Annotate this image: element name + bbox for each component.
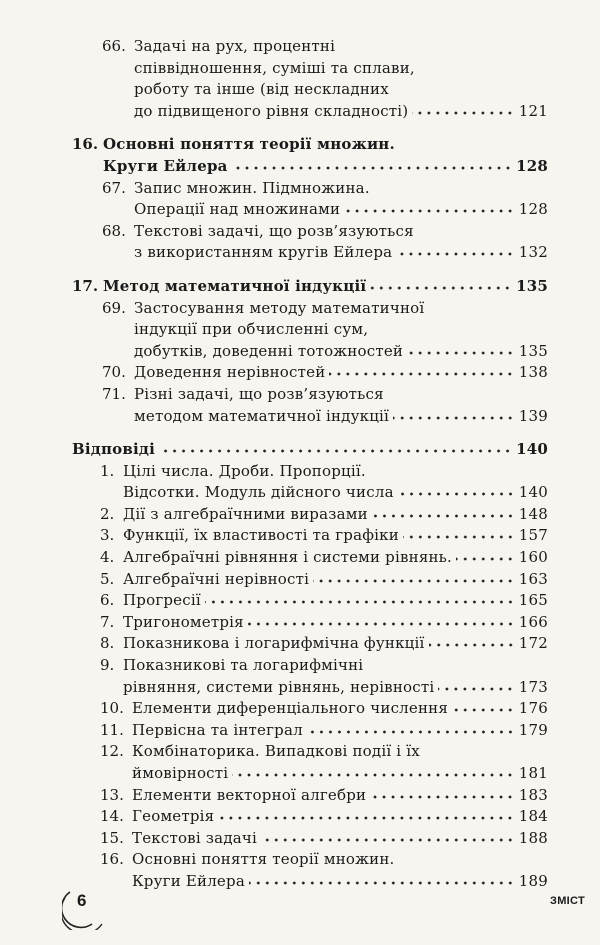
page-ref: 166 xyxy=(518,612,548,631)
entry-title: Функції, їх властивості та графіки xyxy=(123,526,399,545)
toc-entry[interactable] xyxy=(0,362,600,384)
dot-leader xyxy=(232,772,515,778)
entry-title: з використанням кругів Ейлера xyxy=(134,243,393,262)
page-ref: 173 xyxy=(518,677,548,696)
entry-line xyxy=(123,547,548,569)
entry-title: рівняння, системи рівнянь, нерівності xyxy=(123,677,435,696)
entry-line xyxy=(134,242,548,264)
toc-entry[interactable] xyxy=(0,741,600,784)
page-ref: 148 xyxy=(518,504,548,523)
entry-title: Круги Ейлера xyxy=(132,871,245,890)
entry-line xyxy=(123,504,548,526)
toc-entry[interactable] xyxy=(0,785,600,807)
page-ref: 183 xyxy=(518,785,548,804)
entry-number: 7. xyxy=(100,612,115,631)
dot-leader xyxy=(438,686,514,692)
table-of-contents xyxy=(0,36,600,893)
entry-line xyxy=(123,612,548,634)
entry-line xyxy=(134,298,548,320)
page-ref: 140 xyxy=(516,440,548,459)
entry-number: 12. xyxy=(100,742,124,761)
page-ref: 160 xyxy=(518,548,548,567)
dot-leader xyxy=(159,448,512,454)
entry-title: Основні поняття теорії множин. xyxy=(132,850,395,869)
toc-entry[interactable] xyxy=(0,504,600,526)
entry-line xyxy=(123,482,548,504)
entry-line xyxy=(123,590,548,612)
entry-number: 68. xyxy=(102,221,126,240)
page-ref: 140 xyxy=(518,483,548,502)
entry-title: ймовірності xyxy=(132,764,229,782)
entry-title: добутків, доведенні тотожностей xyxy=(134,341,404,360)
toc-entry[interactable] xyxy=(0,276,600,298)
entry-title: Текстові задачі xyxy=(132,828,258,847)
entry-line xyxy=(103,156,548,178)
entry-line xyxy=(134,178,548,200)
entry-title: Показникові та логарифмічні xyxy=(123,656,364,675)
toc-entry[interactable] xyxy=(0,655,600,698)
entry-line xyxy=(134,221,548,243)
toc-entry[interactable] xyxy=(0,439,600,461)
toc-entry[interactable] xyxy=(0,221,600,264)
entry-line xyxy=(134,362,548,384)
entry-line xyxy=(134,199,548,221)
dot-leader xyxy=(261,837,515,843)
dot-leader xyxy=(429,642,515,648)
entry-title: Доведення нерівностей xyxy=(134,363,326,382)
toc-entry[interactable] xyxy=(0,384,600,427)
entry-line xyxy=(132,871,548,893)
entry-title: методом математичної індукції xyxy=(134,406,390,425)
entry-line xyxy=(123,461,548,483)
dot-leader xyxy=(329,371,514,377)
page-ref: 128 xyxy=(518,200,548,219)
entry-line xyxy=(134,36,548,58)
entry-line xyxy=(132,698,548,720)
entry-line xyxy=(134,101,548,123)
entry-line xyxy=(123,677,548,699)
entry-line xyxy=(134,406,548,428)
entry-number: 10. xyxy=(100,699,124,718)
entry-title: Відсотки. Модуль дійсного числа xyxy=(123,483,394,502)
toc-entry[interactable] xyxy=(0,569,600,591)
toc-entry[interactable] xyxy=(0,828,600,850)
page-number: 6 xyxy=(77,891,87,910)
entry-title: Елементи диференціального числення xyxy=(132,699,449,718)
entry-line xyxy=(132,720,548,742)
entry-number: 15. xyxy=(100,828,124,847)
toc-entry[interactable] xyxy=(0,633,600,655)
group-spacer xyxy=(0,427,600,439)
toc-entry[interactable] xyxy=(0,298,600,363)
entry-title: до підвищеного рівня складності) xyxy=(134,101,409,120)
entry-number: 9. xyxy=(100,656,115,675)
entry-line xyxy=(134,79,548,101)
entry-number: 2. xyxy=(100,504,115,523)
dot-leader xyxy=(372,513,515,519)
entry-number: 67. xyxy=(102,178,126,197)
dot-leader xyxy=(412,110,514,116)
entry-number: 4. xyxy=(100,548,115,567)
dot-leader xyxy=(393,415,515,421)
entry-number: 69. xyxy=(102,298,126,317)
toc-entry[interactable] xyxy=(0,612,600,634)
entry-line xyxy=(134,384,548,406)
toc-entry[interactable] xyxy=(0,720,600,742)
entry-line xyxy=(132,806,548,828)
page-ref: 189 xyxy=(518,871,548,890)
dot-leader xyxy=(232,165,513,171)
entry-line xyxy=(132,785,548,807)
entry-line xyxy=(134,58,548,80)
group-spacer xyxy=(0,264,600,276)
dot-leader xyxy=(248,621,515,627)
dot-leader xyxy=(398,491,515,497)
toc-entry[interactable] xyxy=(0,590,600,612)
entry-title: Алгебраїчні рівняння і системи рівнянь. xyxy=(123,548,453,567)
toc-entry[interactable] xyxy=(0,178,600,221)
entry-title: Текстові задачі, що розв’язуються xyxy=(134,221,414,240)
toc-entry[interactable] xyxy=(0,806,600,828)
entry-title: Операції над множинами xyxy=(134,200,341,219)
toc-entry[interactable] xyxy=(0,461,600,504)
page-ref: 188 xyxy=(518,828,548,847)
page-ref: 172 xyxy=(518,634,548,653)
page-ref: 157 xyxy=(518,526,548,545)
entry-number: 13. xyxy=(100,785,124,804)
entry-title: індукції при обчисленні сум, xyxy=(134,320,369,339)
entry-title: Дії з алгебраїчними виразами xyxy=(123,504,368,523)
page-ref: 139 xyxy=(518,406,548,425)
page-ref: 128 xyxy=(516,156,548,175)
dot-leader xyxy=(344,208,515,214)
entry-line xyxy=(103,134,548,156)
entry-title: Запис множин. Підмножина. xyxy=(134,178,370,197)
page-ref: 135 xyxy=(518,341,548,360)
entry-line xyxy=(123,525,548,547)
entry-line xyxy=(132,828,548,850)
entry-title: Елементи векторної алгебри xyxy=(132,785,367,804)
entry-title: Первісна та інтеграл xyxy=(132,720,303,739)
entry-number: 14. xyxy=(100,807,124,826)
entry-title: Основні поняття теорії множин. xyxy=(103,135,395,154)
page-ref: 132 xyxy=(518,243,548,262)
page-ref: 138 xyxy=(518,363,548,382)
dot-leader xyxy=(370,285,512,291)
entry-line xyxy=(103,276,548,298)
page-ref: 176 xyxy=(518,699,548,718)
dot-leader xyxy=(205,599,515,605)
entry-number: 16. xyxy=(72,135,99,154)
entry-title: співвідношення, суміші та сплави, xyxy=(134,58,415,77)
toc-entry[interactable] xyxy=(0,36,600,122)
entry-title: Алгебраїчні нерівності xyxy=(123,569,310,588)
toc-entry[interactable] xyxy=(0,134,600,177)
entry-title: Різні задачі, що розв’язуються xyxy=(134,384,384,403)
entry-line xyxy=(123,655,548,677)
dot-leader xyxy=(370,794,515,800)
page-ref: 165 xyxy=(518,591,548,610)
group-spacer xyxy=(0,122,600,134)
entry-number: 71. xyxy=(102,384,126,403)
entry-title: Метод математичної індукції xyxy=(103,276,367,295)
entry-title: Прогресії xyxy=(123,591,201,610)
entry-line xyxy=(132,849,548,871)
running-title: ЗМІСТ xyxy=(550,895,585,907)
page-ref: 135 xyxy=(516,276,548,295)
page-ref: 184 xyxy=(518,807,548,826)
page-ref: 163 xyxy=(518,569,548,588)
dot-leader xyxy=(307,729,515,735)
dot-leader xyxy=(452,707,515,713)
entry-number: 70. xyxy=(102,363,126,382)
dot-leader xyxy=(313,578,515,584)
entry-number: 16. xyxy=(100,850,124,869)
entry-number: 8. xyxy=(100,634,115,653)
entry-number: 6. xyxy=(100,591,115,610)
toc-entry[interactable] xyxy=(0,525,600,547)
entry-title: Показникова і логарифмічна функції xyxy=(123,634,425,653)
entry-number: 3. xyxy=(100,526,115,545)
entry-title: Відповіді xyxy=(72,440,155,459)
entry-number: 1. xyxy=(100,461,115,480)
entry-number: 17. xyxy=(72,276,99,295)
dot-leader xyxy=(249,880,515,886)
entry-number: 11. xyxy=(100,720,124,739)
entry-title: роботу та інше (від нескладних xyxy=(134,80,389,99)
entry-line xyxy=(123,633,548,655)
entry-title: Тригонометрія xyxy=(123,612,244,631)
page-ref: 181 xyxy=(518,764,548,782)
dot-leader xyxy=(396,251,514,257)
entry-title: Круги Ейлера xyxy=(103,156,228,175)
toc-entry[interactable] xyxy=(0,698,600,720)
entry-number: 66. xyxy=(102,37,126,55)
dot-leader xyxy=(218,815,514,821)
entry-line xyxy=(134,319,548,341)
dot-leader xyxy=(403,534,515,540)
dot-leader xyxy=(456,556,515,562)
toc-entry[interactable] xyxy=(0,547,600,569)
entry-title: Цілі числа. Дроби. Пропорції. xyxy=(123,461,366,480)
entry-title: Комбінаторика. Випадкові події і їх xyxy=(132,742,420,761)
entry-title: Геометрія xyxy=(132,807,215,826)
entry-title: Задачі на рух, процентні xyxy=(134,37,336,55)
page-ref: 121 xyxy=(518,101,548,120)
dot-leader xyxy=(407,350,515,356)
entry-line xyxy=(134,341,548,363)
entry-line xyxy=(72,439,548,461)
page-ref: 179 xyxy=(518,720,548,739)
entry-number: 5. xyxy=(100,569,115,588)
entry-line xyxy=(132,741,548,763)
entry-line xyxy=(123,569,548,591)
entry-title: Застосування методу математичної xyxy=(134,298,425,317)
entry-line xyxy=(132,763,548,785)
